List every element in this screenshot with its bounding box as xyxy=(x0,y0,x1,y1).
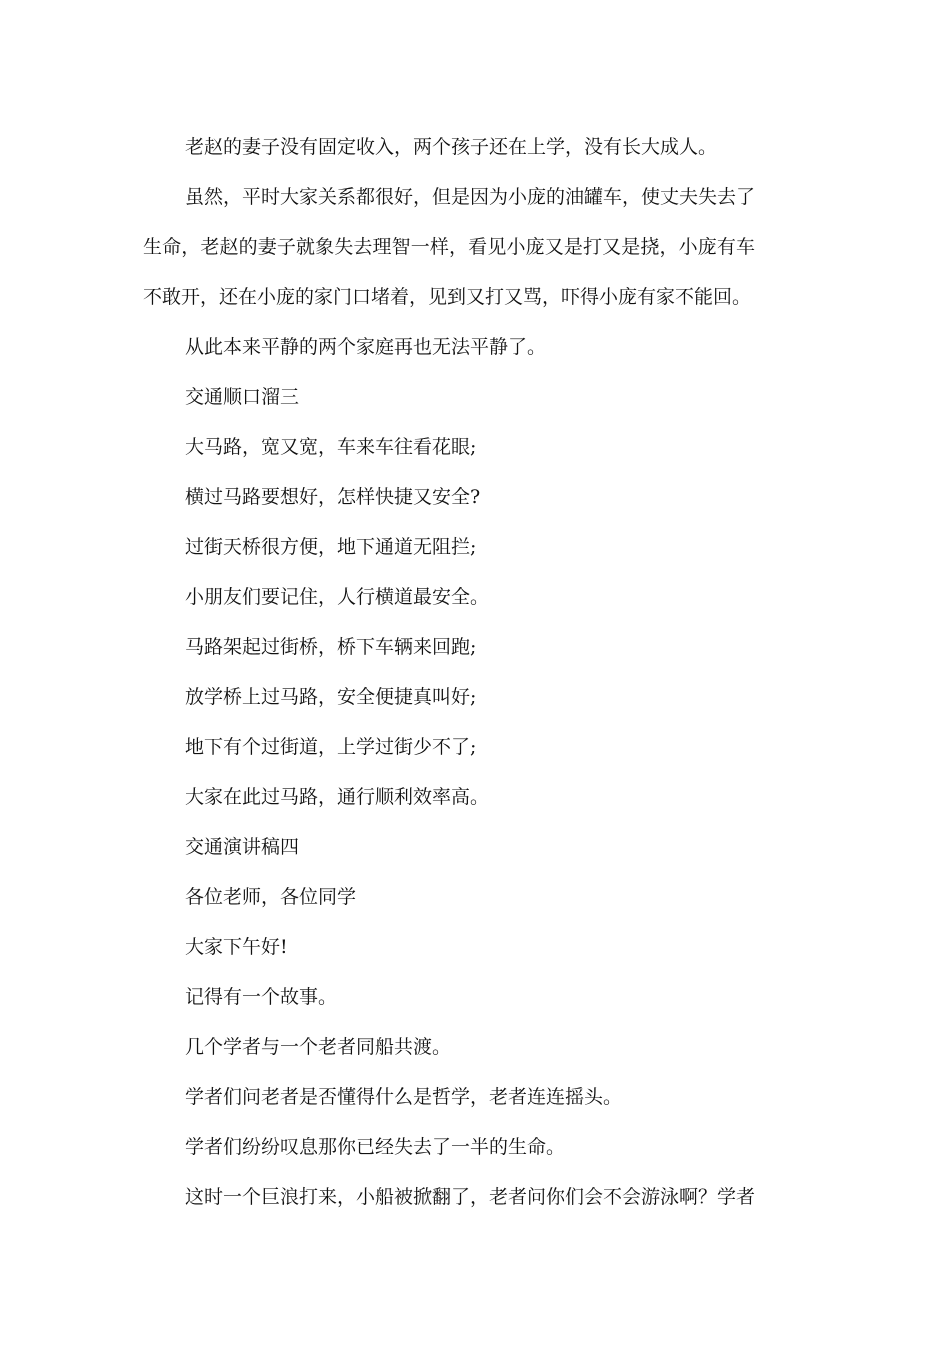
verse-line: 大家在此过马路，通行顺利效率高。 xyxy=(185,786,490,808)
verse-line: 放学桥上过马路，安全便捷真叫好; xyxy=(185,686,477,708)
verse-line: 过街天桥很方便，地下通道无阻拦; xyxy=(185,536,477,558)
paragraph: 大家下午好! xyxy=(185,936,288,958)
verse-line: 小朋友们要记住，人行横道最安全。 xyxy=(185,586,490,608)
paragraph: 各位老师，各位同学 xyxy=(185,886,357,908)
paragraph: 学者们问老者是否懂得什么是哲学，老者连连摇头。 xyxy=(185,1086,623,1108)
section-heading: 交通演讲稿四 xyxy=(185,836,300,858)
paragraph: 几个学者与一个老者同船共渡。 xyxy=(185,1036,452,1058)
paragraph: 这时一个巨浪打来，小船被掀翻了，老者问你们会不会游泳啊？学者 xyxy=(185,1186,756,1208)
section-heading: 交通顺口溜三 xyxy=(185,386,300,408)
paragraph: 老赵的妻子没有固定收入，两个孩子还在上学，没有长大成人。 xyxy=(185,136,718,158)
paragraph: 记得有一个故事。 xyxy=(185,986,338,1008)
verse-line: 横过马路要想好，怎样快捷又安全? xyxy=(185,486,481,508)
paragraph: 从此本来平静的两个家庭再也无法平静了。 xyxy=(185,336,547,358)
verse-line: 马路架起过街桥，桥下车辆来回跑; xyxy=(185,636,477,658)
paragraph: 学者们纷纷叹息那你已经失去了一半的生命。 xyxy=(185,1136,566,1158)
paragraph: 虽然，平时大家关系都很好，但是因为小庞的油罐车，使丈夫失去了生命，老赵的妻子就象失去理智一样，看见小庞又是打又是挠，小庞有车不敢开，还在小庞的家门口堵着，见到又打又骂，吓得小庞有家不能回。 xyxy=(143,186,756,308)
verse-line: 大马路，宽又宽，车来车往看花眼; xyxy=(185,436,477,458)
document-body xyxy=(143,122,755,1222)
verse-line: 地下有个过街道，上学过街少不了; xyxy=(185,736,477,758)
